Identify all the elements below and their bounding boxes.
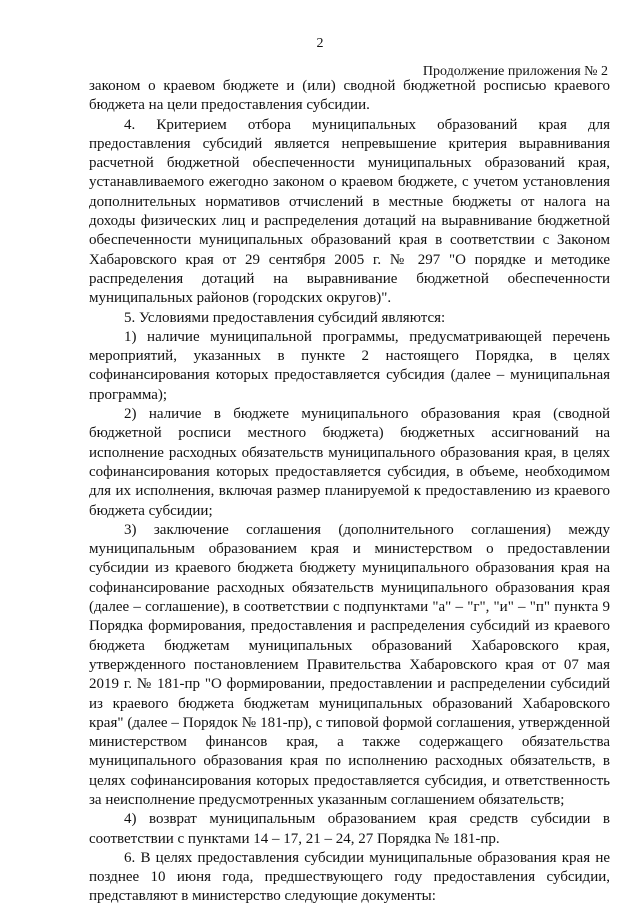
- paragraph-subitem-2: 2) наличие в бюджете муниципального образования края (сводной бюджетной росписи местного бюджета) бюджетных ассигнований на исполнение расходных обязательств муниципального образования края, в целях софинансирования которых предоставляется субсидия, в объеме, необходимом для их исполнения, включая размер планируемой к предоставлению из краевого бюджета субсидии;: [89, 406, 610, 519]
- paragraph-subitem-3: 3) заключение соглашения (дополнительного соглашения) между муниципальным образованием края и министерством о предоставлении субсидии из краевого бюджета бюджету муниципального образования края на софинансирование расходных обязательств муниципального образования края (далее – соглашение), в соответствии с подпунктами "а" – "г", "и" – "п" пункта 9 Порядка формирования, предоставления и распределения субсидий из краевого бюджета бюджетам муниципальных образований Хабаровского края, утвержденного постановлением Правительства Хабаровского края от 07 мая 2019 г. № 181-пр "О формировании, предоставлении и распределении субсидий из краевого бюджета бюджетам муниципальных образований Хабаровского края" (далее – Порядок № 181-пр), с типовой формой соглашения, утвержденной министерством финансов края, а также содержащего обязательства муниципального образования края по исполнению расходных обязательств, в целях софинансирования которых предоставляется субсидия, и ответственность за неисполнение предусмотренных указанным соглашением обязательств;: [89, 521, 610, 808]
- paragraph-subitem-4: 4) возврат муниципальным образованием края средств субсидии в соответствии с пунктами 14 – 17, 21 – 24, 27 Порядка № 181-пр.: [89, 811, 610, 847]
- paragraph-subitem-1: 1) наличие муниципальной программы, предусматривающей перечень мероприятий, указанных в пункте 2 настоящего Порядка, в целях софинансирования которых предоставляется субсидия (далее – муниципальная программа);: [89, 328, 610, 403]
- paragraph-item-6: 6. В целях предоставления субсидии муниципальные образования края не позднее 10 июня года, предшествующего году предоставления субсидии, представляют в министерство следующие документы:: [89, 849, 610, 905]
- paragraph-item-5: 5. Условиями предоставления субсидий являются:: [124, 309, 446, 326]
- continuation-label: Продолжение приложения № 2: [422, 64, 608, 79]
- page-number: 2: [316, 36, 324, 51]
- paragraph-continuation: законом о краевом бюджете и (или) сводной бюджетной росписью краевого бюджета на цели предоставления субсидии.: [89, 78, 610, 114]
- document-body: [89, 77, 610, 907]
- paragraph-item-4: 4. Критерием отбора муниципальных образований края для предоставления субсидий является непревышение критерия выравнивания расчетной бюджетной обеспеченности муниципальных образований края, устанавливаемого ежегодно законом о краевом бюджете, с учетом установления дополнительных нормативов отчислений в местные бюджеты от налога на доходы физических лиц и распределения дотаций на выравнивание бюджетной обеспеченности муниципальных образований края в соответствии с Законом Хабаровского края от 29 сентября 2005 г. № 297 "О порядке и методике распределения дотаций на выравнивание бюджетной обеспеченности муниципальных районов (городских округов)".: [89, 116, 610, 307]
